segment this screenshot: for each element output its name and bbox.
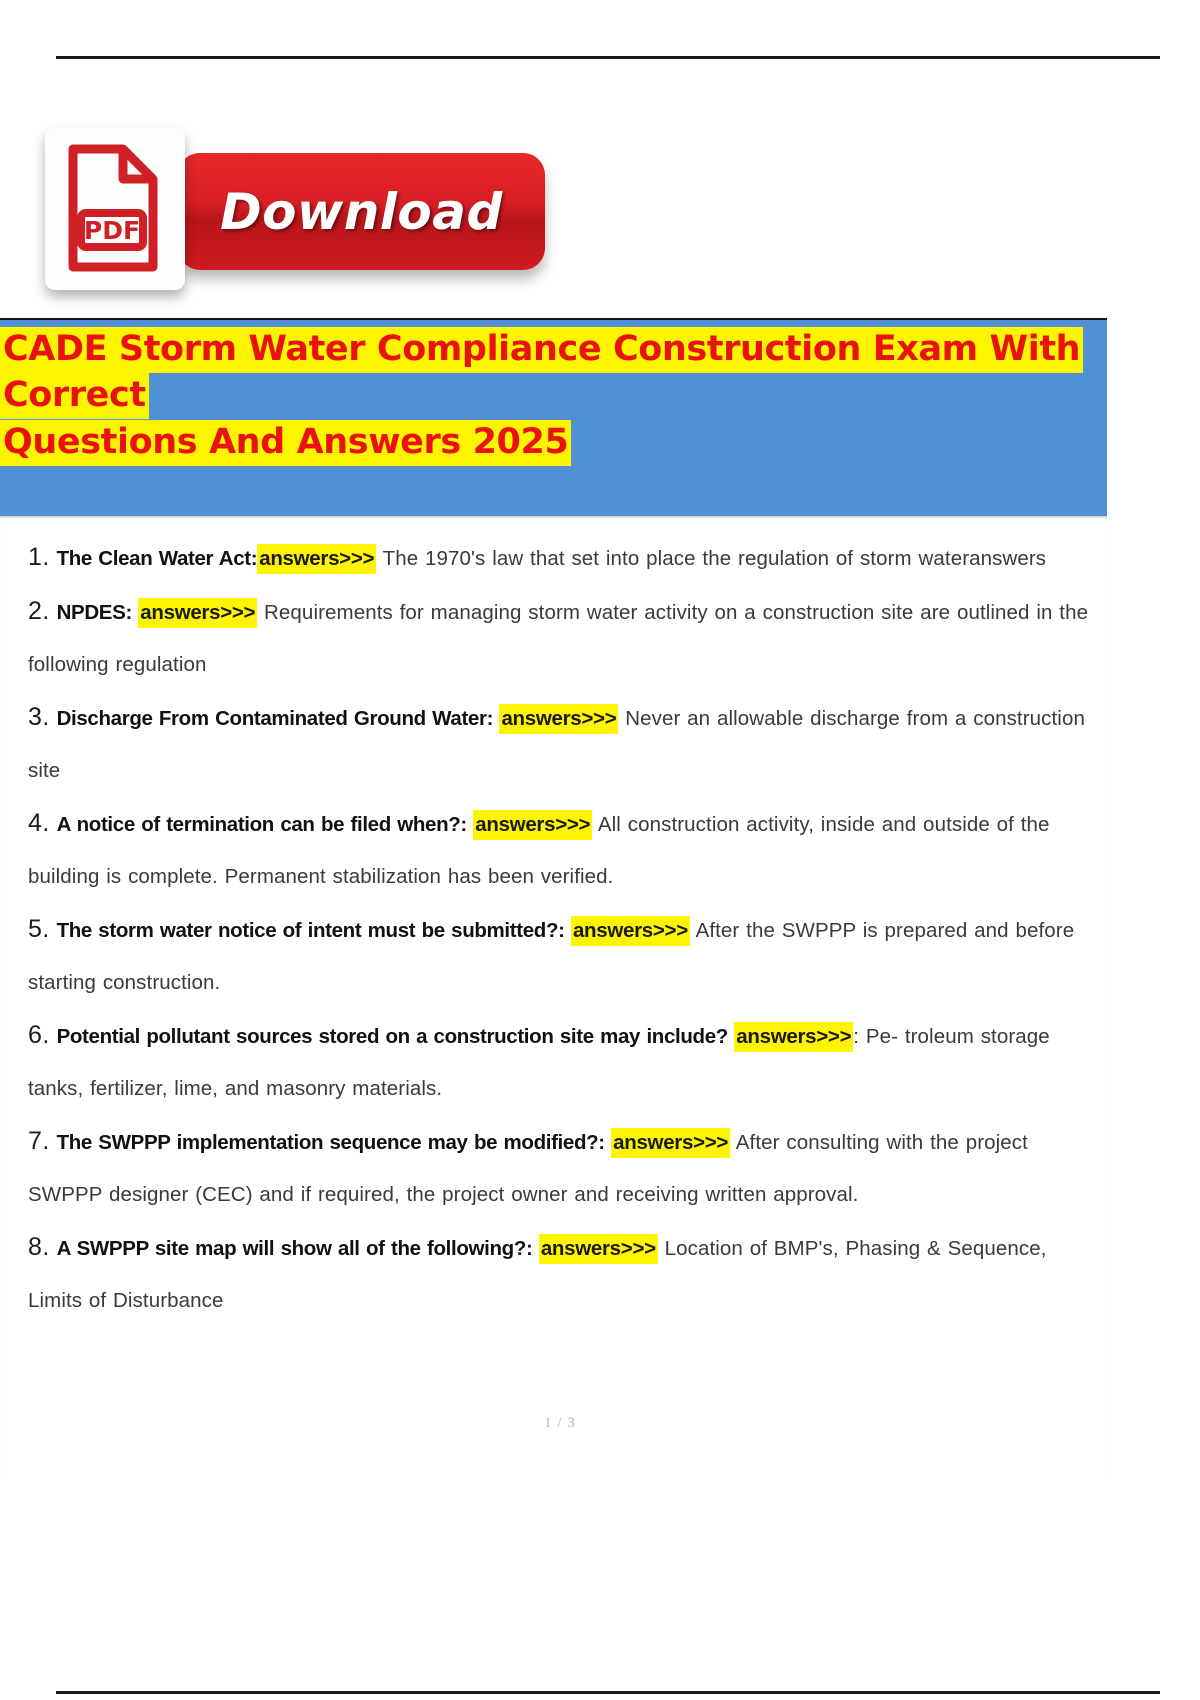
qa-item-7 [28, 1115, 1103, 1221]
pdf-file-icon [67, 143, 159, 273]
qa-answer: After the SWPPP is prepared and before starting construction. [28, 919, 1075, 994]
title-line-2: Questions And Answers 2025 [0, 419, 1107, 465]
qa-number: 4. [28, 809, 50, 837]
top-divider-rule [56, 56, 1160, 59]
qa-answer: Requirements for managing storm water activity on a construction site are outlined in the following regulation [28, 601, 1089, 676]
qa-number: 6. [28, 1021, 50, 1049]
answers-marker: answers>>> [473, 810, 592, 840]
pdf-file-card [45, 128, 185, 290]
bottom-divider-rule [56, 1691, 1160, 1694]
qa-answer: Location of BMP's, Phasing & Sequence, Limits of Disturbance [28, 1237, 1047, 1312]
qa-question: Potential pollutant sources stored on a construction site may include? [56, 1025, 735, 1048]
qa-answer: All construction activity, inside and outside of the building is complete. Permanent stabilization has been verified. [28, 813, 1050, 888]
page-number-footer: 1 / 3 [544, 1415, 576, 1431]
qa-question: Discharge From Contaminated Ground Water: [56, 707, 500, 730]
qa-item-6 [28, 1009, 1103, 1115]
qa-number: 7. [28, 1127, 50, 1155]
qa-number: 1. [28, 543, 50, 571]
qa-item-5 [28, 903, 1103, 1009]
qa-item-3 [28, 691, 1103, 797]
qa-item-2 [28, 585, 1103, 691]
answers-marker: answers>>> [539, 1234, 658, 1264]
qa-question: A SWPPP site map will show all of the following?: [56, 1237, 539, 1260]
qa-list [28, 531, 1103, 1327]
qa-number: 5. [28, 915, 50, 943]
qa-answer: The 1970's law that set into place the regulation of storm wateranswers [376, 547, 1047, 570]
qa-answer: : Pe- troleum storage tanks, fertilizer, lime, and masonry materials. [28, 1025, 1050, 1100]
qa-item-4 [28, 797, 1103, 903]
qa-number: 3. [28, 703, 50, 731]
qa-question: The SWPPP implementation sequence may be modified?: [56, 1131, 612, 1154]
answers-marker: answers>>> [734, 1022, 853, 1052]
title-line-1: CADE Storm Water Compliance Construction Exam With Correct [0, 326, 1107, 418]
qa-answer: Never an allowable discharge from a construction site [28, 707, 1085, 782]
qa-item-8 [28, 1221, 1103, 1327]
answers-marker: answers>>> [611, 1128, 730, 1158]
download-button[interactable] [178, 153, 545, 270]
qa-answer: After consulting with the project SWPPP designer (CEC) and if required, the project owner and receiving written approval. [28, 1131, 1028, 1206]
qa-question: A notice of termination can be filed when?: [56, 813, 474, 836]
document-page [0, 516, 1107, 1477]
answers-marker: answers>>> [138, 598, 257, 628]
qa-number: 8. [28, 1233, 50, 1261]
answers-marker: answers>>> [571, 916, 690, 946]
qa-number: 2. [28, 597, 50, 625]
qa-question: NPDES: [56, 601, 139, 624]
document-title [0, 326, 1107, 465]
pdf-download-banner[interactable] [45, 128, 545, 293]
answers-marker: answers>>> [257, 544, 376, 574]
qa-item-1 [28, 531, 1103, 585]
svg-text:PDF: PDF [83, 216, 141, 245]
qa-question: The Clean Water Act: [56, 547, 258, 570]
document-title-banner [0, 318, 1107, 518]
download-button-label: Download [220, 182, 503, 241]
answers-marker: answers>>> [499, 704, 618, 734]
qa-question: The storm water notice of intent must be submitted?: [56, 919, 571, 942]
